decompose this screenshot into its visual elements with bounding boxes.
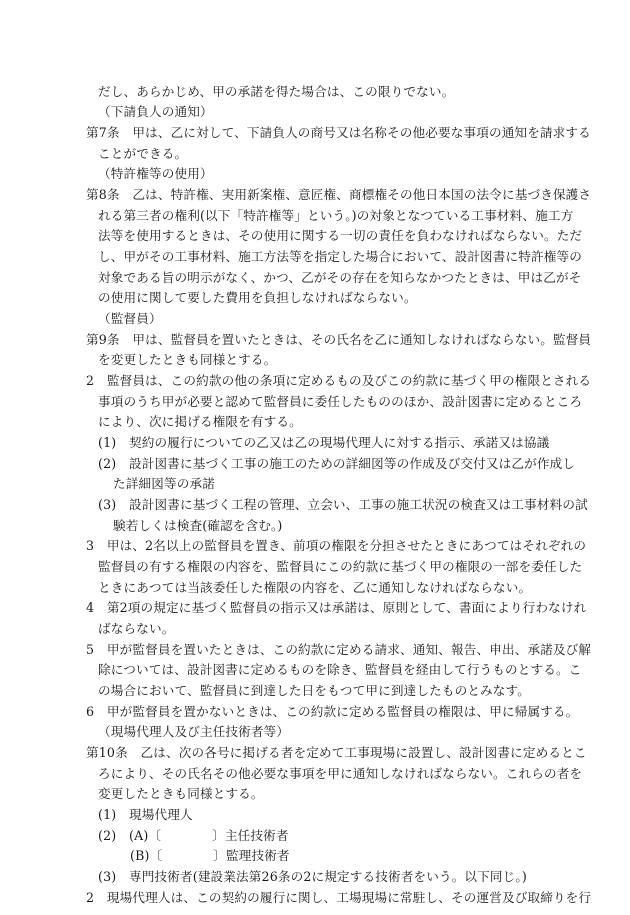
list-item: (3) 設計図書に基づく工程の管理、立会い、工事の施工状況の検査又は工事材料の試 (98, 497, 588, 512)
text-line: の場合において、監督員に到達した日をもつて甲に到達したものとみなす。 (98, 683, 531, 698)
text-line: 験若しくは検査(確認を含む。) (113, 518, 283, 533)
text-line: ろにより、その氏名その他必要な事項を甲に通知しなければならない。これらの者を (98, 766, 583, 781)
article-heading: （下請負人の通知） (98, 104, 213, 119)
text-line: れる第三者の権利(以下「特許権等」という。)の対象となつている工事材料、施工方 (98, 208, 574, 223)
text-line: 法等を使用するときは、その使用に関する一切の責任を負わなければならない。ただ (98, 228, 583, 243)
paragraph-5: 5 甲が監督員を置いたときは、この約款に定める請求、通知、報告、申出、承諾及び解 (86, 642, 592, 657)
list-item: (2) (A)〔 〕主任技術者 (98, 828, 289, 843)
text-line: ときにあつては当該委任した権限の内容を、乙に通知しなければならない。 (98, 580, 532, 595)
paragraph-3: 3 甲は、2名以上の監督員を置き、前項の権限を分担させたときにあつてはそれぞれの (86, 538, 587, 553)
text-line: ことができる。 (98, 146, 188, 161)
list-item: (1) 現場代理人 (98, 807, 193, 822)
list-subitem: (B)〔 〕監理技術者 (130, 848, 290, 863)
article-heading: （現場代理人及び主任技術者等） (98, 724, 290, 739)
paragraph-6: 6 甲が監督員を置かないときは、この約款に定める監督員の権限は、甲に帰属する。 (86, 704, 579, 719)
article-heading: （特許権等の使用） (98, 166, 213, 181)
text-line: により、次に掲げる権限を有する。 (98, 414, 302, 429)
article-10: 第10条 乙は、次の各号に掲げる者を定めて工事現場に設置し、設計図書に定めるとこ (86, 745, 587, 760)
text-line: し、甲がその工事材料、施工方法等を指定した場合において、設計図書に特許権等の (98, 249, 583, 264)
article-9: 第9条 甲は、監督員を置いたときは、その氏名を乙に通知しなければならない。監督員 (86, 332, 592, 347)
text-line: だし、あらかじめ、甲の承諾を得た場合は、この限りでない。 (98, 84, 455, 99)
paragraph-2: 2 現場代理人は、この契約の履行に関し、工場現場に常駐し、その運営及び取締りを行 (86, 890, 592, 905)
text-line: を変更したときも同様とする。 (98, 352, 277, 367)
text-line: た詳細図等の承諾 (113, 476, 215, 491)
text-line: の使用に関して要した費用を負担しなければならない。 (98, 290, 417, 305)
text-line: 変更したときも同様とする。 (98, 786, 264, 801)
paragraph-4: 4 第2項の規定に基づく監督員の指示又は承諾は、原則として、書面により行わなけれ (86, 600, 587, 615)
paragraph-2: 2 監督員は、この約款の他の条項に定めるもの及びこの約款に基づく甲の権限とされる (86, 373, 592, 388)
article-7: 第7条 甲は、乙に対して、下請負人の商号又は名称その他必要な事項の通知を請求する (86, 125, 591, 140)
article-heading: （監督員） (98, 311, 162, 326)
list-item: (2) 設計図書に基づく工事の施工のための詳細図等の作成及び交付又は乙が作成し (98, 456, 576, 471)
list-item: (1) 契約の履行についての乙又は乙の現場代理人に対する指示、承諾又は協議 (98, 435, 550, 450)
text-line: 対象である旨の明示がなく、かつ、乙がその存在を知らなかつたときは、甲は乙がそ (98, 270, 582, 285)
text-line: 監督員の有する権限の内容を、監督員にこの約款に基づく甲の権限の一部を委任した (98, 559, 583, 574)
text-line: 除については、設計図書に定めるものを除き、監督員を経由して行うものとする。こ (98, 662, 582, 677)
text-line: 事項のうち甲が必要と認めて監督員に委任したもののほか、設計図書に定めるところ (98, 394, 583, 409)
list-item: (3) 専門技術者(建設業法第26条の2に規定する技術者をいう。以下同じ。) (98, 869, 527, 884)
text-line: ばならない。 (98, 621, 175, 636)
article-8: 第8条 乙は、特許権、実用新案権、意匠権、商標権その他日本国の法令に基づき保護さ (86, 187, 592, 202)
